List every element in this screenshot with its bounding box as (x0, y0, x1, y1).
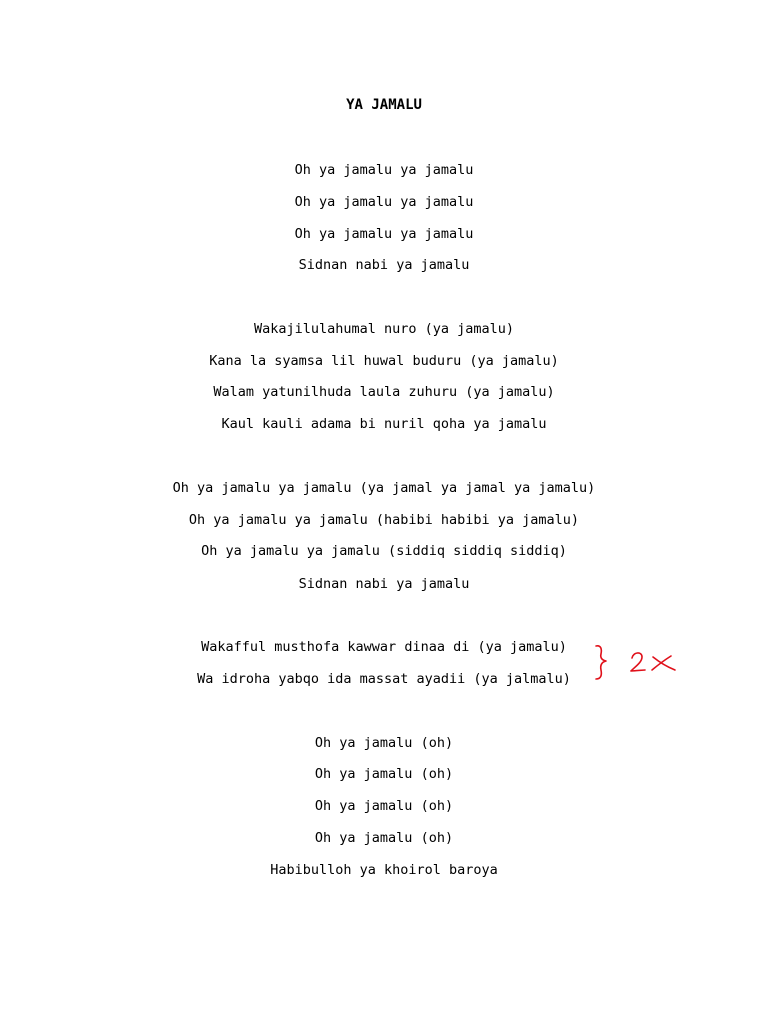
lyric-line: Wa idroha yabqo ida massat ayadii (ya jalmalu) (197, 671, 571, 687)
lyric-line: Oh ya jamalu ya jamalu (habibi habibi ya jamalu) (188, 512, 580, 528)
lyric-line: Wakajilulahumal nuro (ya jamalu) (253, 321, 515, 337)
handwritten-x (653, 657, 675, 670)
lyric-line: Oh ya jamalu (oh) (314, 766, 454, 782)
page-title: YA JAMALU (346, 97, 422, 113)
lyric-line: Oh ya jamalu ya jamalu (ya jamal ya jamal ya jamalu) (172, 480, 596, 496)
lyric-line: Oh ya jamalu (oh) (314, 798, 454, 814)
lyric-line: Sidnan nabi ya jamalu (298, 576, 470, 592)
lyric-line: Walam yatunilhuda laula zuhuru (ya jamalu) (213, 384, 555, 400)
lyric-line: Kana la syamsa lil huwal buduru (ya jamalu) (209, 353, 559, 369)
handwritten-repeat-annotation (592, 640, 692, 684)
lyric-line: Oh ya jamalu (oh) (314, 830, 454, 846)
lyric-line: Oh ya jamalu ya jamalu (siddiq siddiq siddiq) (201, 543, 567, 559)
lyric-line: Kaul kauli adama bi nuril qoha ya jamalu (221, 416, 547, 432)
lyric-line: Oh ya jamalu ya jamalu (294, 194, 474, 210)
lyric-line: Oh ya jamalu (oh) (314, 735, 454, 751)
lyric-line: Oh ya jamalu ya jamalu (294, 162, 474, 178)
handwritten-two (631, 653, 645, 671)
lyric-line: Oh ya jamalu ya jamalu (294, 226, 474, 242)
curly-brace-mark (596, 646, 606, 679)
lyric-line: Habibulloh ya khoirol baroya (270, 862, 498, 878)
lyric-line: Wakafful musthofa kawwar dinaa di (ya jamalu) (201, 639, 567, 655)
lyric-line: Sidnan nabi ya jamalu (298, 257, 470, 273)
